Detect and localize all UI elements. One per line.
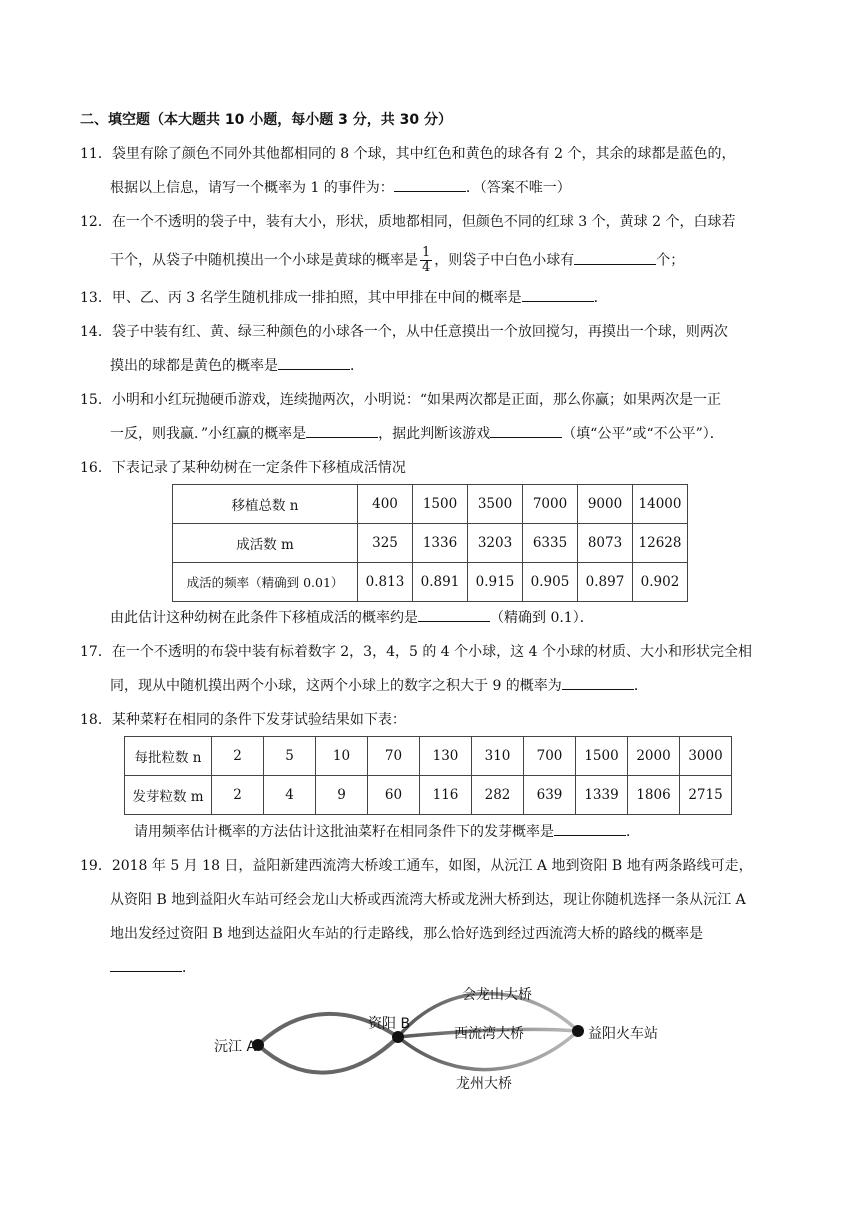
table-cell: 0.902 bbox=[633, 563, 688, 602]
question-number: 15． bbox=[80, 392, 112, 408]
table-cell: 3000 bbox=[680, 737, 732, 776]
answer-blank[interactable] bbox=[110, 971, 182, 972]
table-cell: 12628 bbox=[633, 524, 688, 563]
question-text: ． bbox=[593, 290, 608, 306]
question-text: 请用频率估计概率的方法估计这批油菜籽在相同条件下的发芽概率是 bbox=[134, 824, 554, 840]
table-cell: 116 bbox=[420, 776, 472, 815]
route-a-b-lower bbox=[258, 1037, 398, 1073]
question-number: 11． bbox=[80, 146, 112, 162]
answer-blank[interactable] bbox=[306, 437, 378, 438]
label-point-b: 资阳 B bbox=[368, 1016, 411, 1032]
question-text: 干个，从袋子中随机摸出一个小球是黄球的概率是 bbox=[110, 252, 418, 269]
table-cell: 400 bbox=[358, 485, 413, 524]
answer-blank[interactable] bbox=[562, 689, 634, 690]
table-cell: 2715 bbox=[680, 776, 732, 815]
answer-blank[interactable] bbox=[522, 301, 594, 302]
question-19-line3 bbox=[110, 924, 703, 944]
question-number: 17． bbox=[80, 644, 112, 660]
table-header-cell: 发芽粒数 m bbox=[125, 776, 212, 815]
table-cell: 14000 bbox=[633, 485, 688, 524]
question-text: ． bbox=[182, 960, 196, 976]
table-row bbox=[173, 524, 688, 563]
question-number: 12． bbox=[80, 214, 112, 230]
sapling-table bbox=[172, 484, 688, 602]
question-19-line1 bbox=[80, 856, 753, 876]
question-number: 14． bbox=[80, 324, 112, 340]
question-text: ，据此判断该游戏 bbox=[378, 426, 491, 442]
question-text: ． bbox=[633, 678, 648, 694]
fraction-numerator: 1 bbox=[422, 245, 431, 260]
table-cell: 2 bbox=[212, 737, 264, 776]
question-number: 19． bbox=[80, 858, 112, 874]
table-header-cell: 移植总数 n bbox=[173, 485, 358, 524]
question-text: 2018 年 5 月 18 日，益阳新建西流湾大桥竣工通车，如图，从沅江 A 地到资阳 B 地有两条路线可走， bbox=[111, 858, 753, 874]
label-point-a: 沅江 A bbox=[214, 1039, 257, 1055]
label-bridge-xiliuwan: 西流湾大桥 bbox=[454, 1026, 524, 1042]
table-cell: 0.891 bbox=[413, 563, 468, 602]
question-number: 16． bbox=[80, 460, 112, 476]
question-text: ．（答案不唯一） bbox=[465, 180, 571, 196]
question-text: 袋里有除了颜色不同外其他都相同的 8 个球，其中红色和黄色的球各有 2 个，其余的球都是蓝色的， bbox=[111, 146, 736, 162]
label-bridge-longzhou: 龙州大桥 bbox=[456, 1076, 512, 1092]
question-16-after bbox=[110, 608, 594, 628]
question-11-line1 bbox=[80, 144, 735, 164]
table-header-cell: 成活数 m bbox=[173, 524, 358, 563]
table-cell: 7000 bbox=[523, 485, 578, 524]
question-text: 摸出的球都是黄色的概率是 bbox=[110, 358, 278, 374]
table-row bbox=[173, 485, 688, 524]
question-text: 在一个不透明的袋子中，装有大小，形状，质地都相同，但颜色不同的红球 3 个，黄球 2 个，白球若 bbox=[111, 214, 736, 230]
table-cell: 3500 bbox=[468, 485, 523, 524]
label-station: 益阳火车站 bbox=[588, 1026, 658, 1042]
question-text: 某种菜籽在相同的条件下发芽试验结果如下表： bbox=[111, 712, 406, 728]
question-text: 一反，则我赢．”小红赢的概率是 bbox=[110, 426, 307, 442]
table-cell: 2000 bbox=[628, 737, 680, 776]
question-17-line2 bbox=[110, 676, 648, 696]
table-cell: 0.905 bbox=[523, 563, 578, 602]
question-17-line1 bbox=[80, 642, 752, 662]
fraction-denominator: 4 bbox=[422, 260, 431, 275]
question-text: 由此估计这种幼树在此条件下移植成活的概率约是 bbox=[110, 610, 418, 626]
table-cell: 70 bbox=[368, 737, 420, 776]
question-13-line1 bbox=[80, 288, 608, 308]
table-cell: 9000 bbox=[578, 485, 633, 524]
section-title: 二、填空题（本大题共 10 小题，每小题 3 分，共 30 分） bbox=[80, 112, 452, 128]
question-19-line4 bbox=[110, 958, 196, 978]
table-cell: 2 bbox=[212, 776, 264, 815]
question-text: ． bbox=[626, 824, 640, 840]
table-cell: 130 bbox=[420, 737, 472, 776]
question-number: 13． bbox=[80, 290, 112, 306]
table-row bbox=[173, 563, 688, 602]
table-cell: 6335 bbox=[523, 524, 578, 563]
question-12-line1 bbox=[80, 212, 735, 232]
question-text: ． bbox=[350, 358, 364, 374]
question-text: 在一个不透明的布袋中装有标着数字 2，3，4，5 的 4 个小球，这 4 个小球的材质、大小和形状完全相 bbox=[111, 644, 752, 660]
question-11-line2 bbox=[110, 178, 571, 198]
table-cell: 1500 bbox=[413, 485, 468, 524]
table-cell: 0.915 bbox=[468, 563, 523, 602]
table-cell: 60 bbox=[368, 776, 420, 815]
route-diagram bbox=[200, 975, 670, 1100]
label-bridge-huilongshan: 会龙山大桥 bbox=[462, 987, 532, 1003]
question-number: 18． bbox=[80, 712, 112, 728]
table-cell: 310 bbox=[472, 737, 524, 776]
question-14-line1 bbox=[80, 322, 728, 342]
table-row bbox=[125, 776, 732, 815]
table-header-cell: 每批粒数 n bbox=[125, 737, 212, 776]
table-cell: 1339 bbox=[576, 776, 628, 815]
question-text: 个； bbox=[656, 252, 685, 269]
table-cell: 282 bbox=[472, 776, 524, 815]
question-15-line2 bbox=[110, 424, 724, 444]
question-text: （填“公平”或“不公平”）． bbox=[562, 426, 724, 442]
question-text: ，则袋子中白色小球有 bbox=[434, 252, 575, 269]
table-cell: 4 bbox=[264, 776, 316, 815]
table-header-cell: 成活的频率（精确到 0.01） bbox=[173, 563, 358, 602]
table-cell: 9 bbox=[316, 776, 368, 815]
fraction bbox=[420, 246, 432, 275]
question-text: 根据以上信息，请写一个概率为 1 的事件为： bbox=[110, 180, 394, 196]
table-cell: 10 bbox=[316, 737, 368, 776]
question-text: 从资阳 B 地到益阳火车站可经会龙山大桥或西流湾大桥或龙洲大桥到达，现让你随机选择一条从沅江 A bbox=[110, 892, 746, 908]
question-text: 同，现从中随机摸出两个小球，这两个小球上的数字之积大于 9 的概率为 bbox=[110, 678, 562, 694]
answer-blank[interactable] bbox=[278, 369, 350, 370]
question-text: 地出发经过资阳 B 地到达益阳火车站的行走路线，那么恰好选到经过西流湾大桥的路线的概率是 bbox=[110, 926, 704, 942]
question-18-after bbox=[134, 822, 640, 842]
table-cell: 5 bbox=[264, 737, 316, 776]
seed-table bbox=[124, 736, 732, 815]
answer-blank[interactable] bbox=[418, 621, 490, 622]
station-dot bbox=[572, 1025, 584, 1037]
question-14-line2 bbox=[110, 356, 364, 376]
question-text: 甲、乙、丙 3 名学生随机排成一排拍照，其中甲排在中间的概率是 bbox=[111, 290, 522, 306]
answer-blank[interactable] bbox=[554, 835, 626, 836]
question-text: 小明和小红玩抛硬币游戏，连续抛两次，小明说：“如果两次都是正面，那么你赢；如果两次是一正 bbox=[111, 392, 721, 408]
question-text: （精确到 0.1）． bbox=[490, 610, 594, 626]
table-cell: 1806 bbox=[628, 776, 680, 815]
answer-blank[interactable] bbox=[394, 191, 466, 192]
table-cell: 1500 bbox=[576, 737, 628, 776]
table-cell: 8073 bbox=[578, 524, 633, 563]
question-12-line2 bbox=[110, 246, 684, 275]
question-19-line2 bbox=[110, 890, 746, 910]
table-cell: 0.897 bbox=[578, 563, 633, 602]
table-cell: 3203 bbox=[468, 524, 523, 563]
table-cell: 700 bbox=[524, 737, 576, 776]
question-text: 下表记录了某种幼树在一定条件下移植成活情况 bbox=[111, 460, 406, 476]
question-text: 袋子中装有红、黄、绿三种颜色的小球各一个，从中任意摸出一个放回搅匀，再摸出一个球，则两次 bbox=[111, 324, 728, 340]
answer-blank[interactable] bbox=[490, 437, 562, 438]
question-16-line1 bbox=[80, 458, 406, 478]
table-cell: 325 bbox=[358, 524, 413, 563]
question-18-line1 bbox=[80, 710, 406, 730]
table-cell: 639 bbox=[524, 776, 576, 815]
table-cell: 1336 bbox=[413, 524, 468, 563]
answer-blank[interactable] bbox=[574, 264, 656, 265]
table-row bbox=[125, 737, 732, 776]
table-cell: 0.813 bbox=[358, 563, 413, 602]
question-15-line1 bbox=[80, 390, 721, 410]
